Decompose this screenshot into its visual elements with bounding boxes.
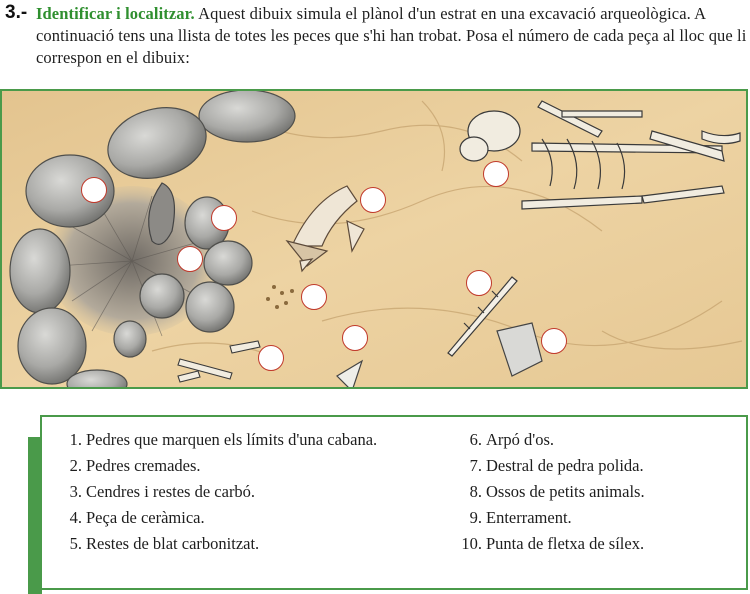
legend-item-text: Pedres que marquen els límits d'una cabana. (86, 430, 378, 449)
legend-item-text: Restes de blat carbonitzat. (86, 534, 260, 553)
answer-marker-harpoon[interactable] (466, 270, 492, 296)
legend-item (60, 427, 420, 453)
instructions-text: Aquest dibuix simula el plànol d'un estrat en una excavació arqueològica. A continuació tens una llista de totes les peces que s'hi han trobat. Posa el número de cada peça al lloc que li correspon en el dibuix: (36, 4, 747, 67)
exercise-number: 3.- (5, 2, 28, 23)
legend-item-number: 8. (469, 482, 482, 501)
excavation-illustration (2, 91, 748, 389)
legend-column-left (60, 427, 420, 557)
legend-item (460, 453, 740, 479)
legend-item-number: 4. (69, 508, 82, 527)
legend-item-number: 10. (461, 534, 482, 553)
legend-item-number: 7. (469, 456, 482, 475)
answer-marker-wheat[interactable] (301, 284, 327, 310)
legend-item-text: Punta de fletxa de sílex. (486, 534, 645, 553)
legend-item-text: Arpó d'os. (486, 430, 555, 449)
legend-item-text: Cendres i restes de carbó. (86, 482, 256, 501)
answer-marker-pottery[interactable] (360, 187, 386, 213)
legend-item (60, 531, 420, 557)
legend-accent-bar (28, 437, 42, 594)
legend-item-text: Enterrament. (486, 508, 572, 527)
exercise-title: Identificar i localitzar. (36, 4, 195, 23)
legend-item-text: Destral de pedra polida. (486, 456, 644, 475)
legend-item (460, 427, 740, 453)
legend-item (60, 453, 420, 479)
legend-item-number: 2. (69, 456, 82, 475)
answer-marker-ash[interactable] (177, 246, 203, 272)
answer-marker-burnt-stones[interactable] (211, 205, 237, 231)
legend-item-number: 9. (469, 508, 482, 527)
legend-item-number: 5. (69, 534, 82, 553)
legend-item-number: 3. (69, 482, 82, 501)
answer-marker-boundary-stones[interactable] (81, 177, 107, 203)
excavation-drawing (0, 89, 748, 389)
legend-item-text: Pedres cremades. (86, 456, 201, 475)
pieces-legend (40, 415, 748, 590)
legend-item (460, 505, 740, 531)
answer-marker-burial[interactable] (483, 161, 509, 187)
answer-marker-flint[interactable] (541, 328, 567, 354)
legend-item-text: Ossos de petits animals. (486, 482, 645, 501)
legend-item (60, 479, 420, 505)
legend-column-right (460, 427, 740, 557)
answer-marker-small-bones[interactable] (258, 345, 284, 371)
legend-item (460, 531, 740, 557)
legend-item-text: Peça de ceràmica. (86, 508, 205, 527)
legend-item (460, 479, 740, 505)
legend-item-number: 6. (469, 430, 482, 449)
legend-item (60, 505, 420, 531)
legend-item-number: 1. (69, 430, 82, 449)
exercise-instructions (36, 3, 748, 69)
answer-marker-arrowhead[interactable] (342, 325, 368, 351)
